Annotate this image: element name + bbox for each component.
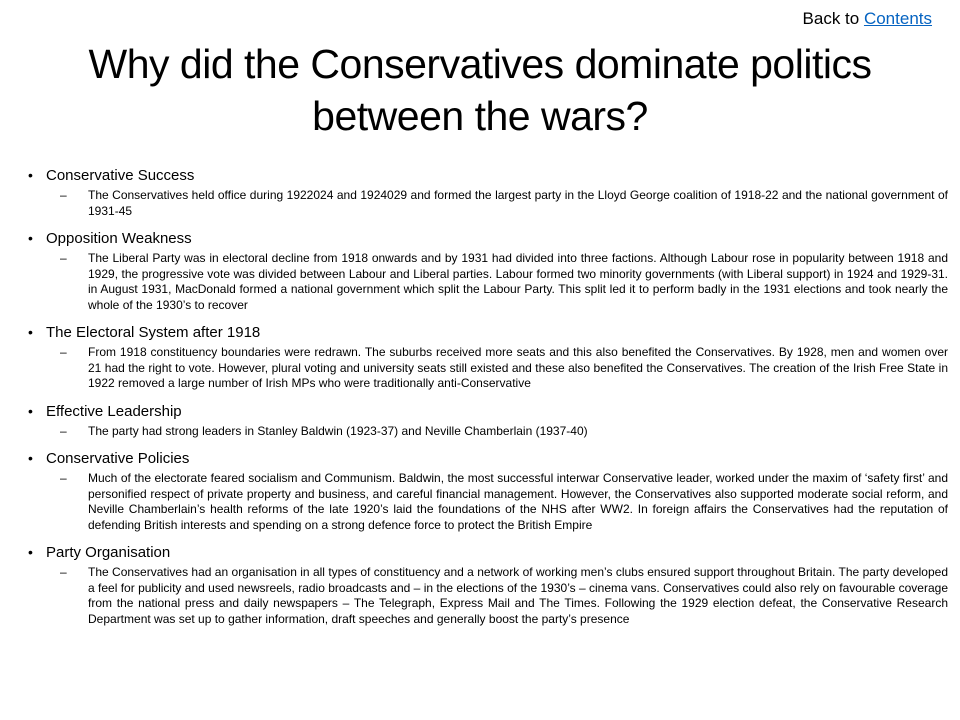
dash-icon: –	[60, 471, 67, 485]
section-detail	[28, 188, 948, 219]
section-opposition-weakness	[28, 229, 948, 313]
dash-icon: –	[60, 251, 67, 265]
section-heading	[28, 543, 948, 562]
section-detail	[28, 471, 948, 533]
dash-icon: –	[60, 565, 67, 579]
back-prefix-text: Back to	[802, 9, 864, 28]
content-list	[28, 166, 948, 637]
page-title: Why did the Conservatives dominate politics between the wars?	[88, 41, 872, 139]
section-party-organisation	[28, 543, 948, 627]
back-to-contents	[803, 8, 932, 30]
contents-link[interactable]: Contents	[863, 9, 932, 28]
section-heading	[28, 323, 948, 342]
section-detail	[28, 424, 948, 440]
dash-icon: –	[60, 423, 67, 438]
section-heading	[28, 166, 948, 185]
section-effective-leadership	[28, 402, 948, 440]
section-detail	[28, 345, 948, 392]
dash-icon: –	[60, 188, 67, 202]
section-detail-text: The Conservatives held office during 1922024 and 1924029 and formed the largest party in the Lloyd George coalition of 1918-22 and the national government of 1931-45	[88, 188, 948, 218]
section-conservative-success	[28, 166, 948, 219]
bullet-icon: •	[28, 544, 33, 560]
section-heading	[28, 449, 948, 468]
section-heading-text: The Electoral System after 1918	[46, 324, 261, 341]
section-detail-text: The Liberal Party was in electoral decline from 1918 onwards and by 1931 had divided into three factions. Although Labour rose in popularity between 1918 and 1929, the progressive vote was divided between Labour and Liberal parties. Labour formed two minority governments (with Liberal support) in 1924 and 1929-31. in August 1931, MacDonald formed a national government which split the Labour Party. This split led it to perform badly in the 1931 elections and took nearly the whole of the 1930’s to recover	[88, 251, 948, 312]
section-heading-text: Conservative Policies	[46, 450, 190, 467]
dash-icon: –	[60, 345, 67, 359]
bullet-icon: •	[28, 230, 33, 246]
bullet-icon: •	[28, 450, 33, 466]
section-heading	[28, 402, 948, 421]
section-heading-text: Party Organisation	[46, 544, 171, 561]
section-detail-text: The Conservatives had an organisation in all types of constituency and a network of working men’s clubs ensured support throughout Britain. The party developed a feel for publicity and used newsreels, radio broadcasts and – in the elections of the 1930’s – cinema vans. Conservatives could also rely on favourable coverage from the national press and daily newspapers – The Telegraph, Express Mail and The Times. Following the 1929 election defeat, the Conservative Research Department was set up to gather information, draft speeches and generally boost the party’s presence	[88, 565, 948, 626]
section-detail	[28, 565, 948, 627]
section-heading	[28, 229, 948, 248]
section-heading-text: Opposition Weakness	[46, 230, 192, 247]
section-detail-text: From 1918 constituency boundaries were redrawn. The suburbs received more seats and this also benefited the Conservatives. By 1928, men and women over 21 had the right to vote. However, plural voting and university seats still existed and these also benefited the Conservatives. The creation of the Irish Free State in 1922 removed a large number of Irish MPs who were traditionally anti-Conservative	[88, 345, 948, 390]
section-detail-text: Much of the electorate feared socialism and Communism. Baldwin, the most successful interwar Conservative leader, worked under the maxim of ‘safety first’ and personified respect of private property and business, and careful financial management. However, the Conservatives also supported moderate social reform, and Neville Chamberlain’s health reforms of the late 1920’s laid the foundations of the NHS after WW2. In foreign affairs the Conservatives had the reputation of defending British interests and spending on a strong defence force to protect the British Empire	[88, 471, 948, 532]
bullet-icon: •	[28, 402, 33, 419]
bullet-icon: •	[28, 324, 33, 340]
section-detail	[28, 251, 948, 313]
section-conservative-policies	[28, 449, 948, 533]
bullet-icon: •	[28, 167, 33, 183]
section-heading-text: Conservative Success	[46, 167, 195, 184]
section-detail-text: The party had strong leaders in Stanley Baldwin (1923-37) and Neville Chamberlain (1937-40)	[88, 423, 588, 438]
section-heading-text: Effective Leadership	[46, 402, 182, 420]
section-electoral-system	[28, 323, 948, 392]
